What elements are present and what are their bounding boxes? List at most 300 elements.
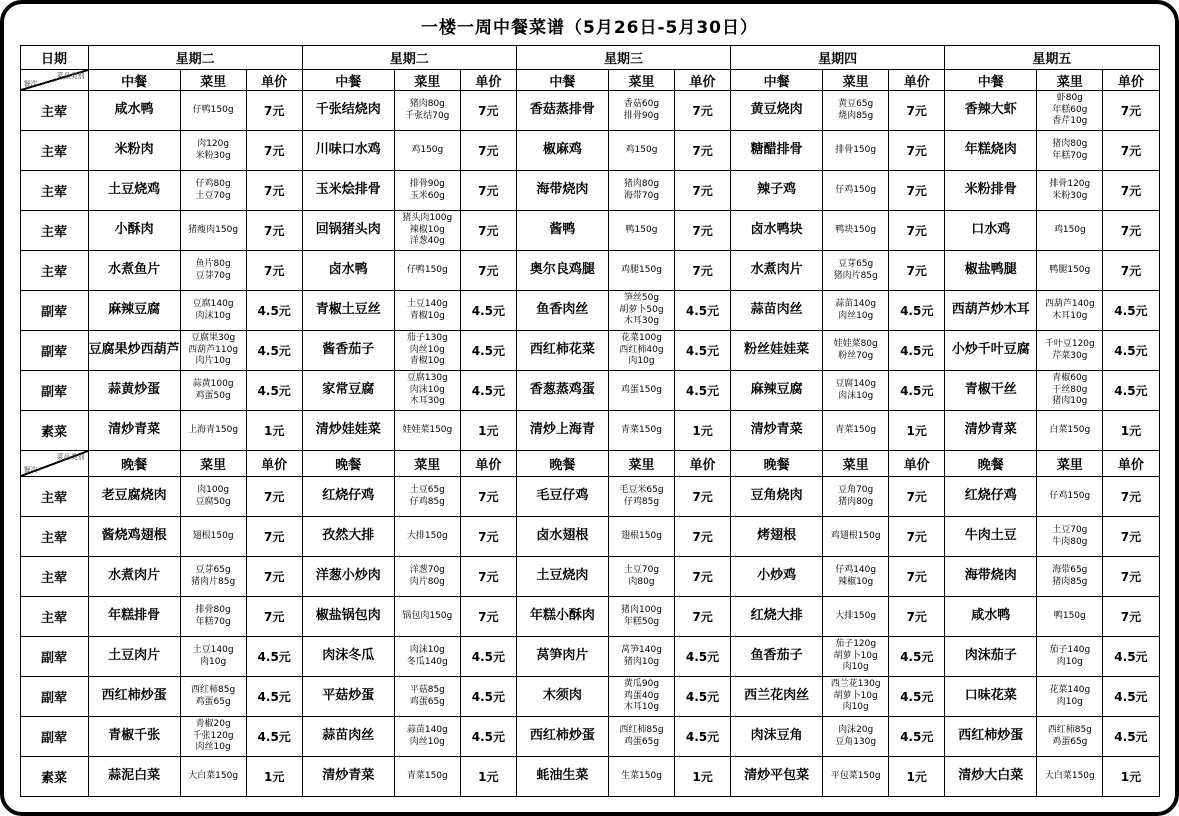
price-cell-day1: 7元 — [246, 91, 302, 131]
dish-name-cell-day4: 水煮肉片 — [731, 251, 823, 291]
price-cell-day5: 1元 — [1103, 411, 1159, 451]
portion-cell-day3: 鸡150g — [608, 131, 674, 171]
price-cell-day2: 4.5元 — [460, 291, 516, 331]
price-cell-day3: 4.5元 — [675, 677, 731, 717]
portion-cell-day5: 白菜150g — [1037, 411, 1103, 451]
portion-cell-day1: 鱼片80g 豆芽70g — [180, 251, 246, 291]
portion-cell-day1: 肉100g 豆腐50g — [180, 477, 246, 517]
dish-name-cell-day3: 土豆烧肉 — [516, 557, 608, 597]
portion-cell-day4: 仔鸡140g 辣椒10g — [823, 557, 889, 597]
portion-cell-day1: 西红柿85g 鸡蛋65g — [180, 677, 246, 717]
diagonal-divider — [21, 70, 88, 90]
dish-name-cell-day5: 海带烧肉 — [945, 557, 1037, 597]
price-cell-day1: 7元 — [246, 517, 302, 557]
portion-cell-day2: 土豆65g 仔鸡85g — [394, 477, 460, 517]
meal-label-cell-4: 中餐 — [731, 70, 823, 91]
price-cell-day5: 7元 — [1103, 517, 1159, 557]
dinner-row-6 — [20, 677, 1159, 717]
portion-cell-day3: 香菇60g 排骨90g — [608, 91, 674, 131]
dish-name-cell-day3: 蚝油生菜 — [516, 757, 608, 797]
dish-name-cell-day5: 椒盐鸭腿 — [945, 251, 1037, 291]
portion-cell-day1: 肉120g 米粉30g — [180, 131, 246, 171]
dish-name-cell-day1: 水煮鱼片 — [88, 251, 180, 291]
price-cell-day2: 7元 — [460, 171, 516, 211]
price-cell-day4: 7元 — [889, 477, 945, 517]
day-header-cell-3: 星期三 — [516, 46, 730, 70]
dish-col-label-cell-2: 菜里 — [394, 451, 460, 477]
dish-name-cell-day4: 蒜苗肉丝 — [731, 291, 823, 331]
portion-cell-day4: 蒜苗140g 肉丝10g — [823, 291, 889, 331]
dinner-row-5 — [20, 637, 1159, 677]
price-cell-day1: 7元 — [246, 251, 302, 291]
dish-name-cell-day2: 酱香茄子 — [302, 331, 394, 371]
price-cell-day1: 4.5元 — [246, 371, 302, 411]
dish-name-cell-day1: 青椒千张 — [88, 717, 180, 757]
dish-name-cell-day1: 清炒青菜 — [88, 411, 180, 451]
price-cell-day3: 7元 — [675, 477, 731, 517]
portion-cell-day1: 翅根150g — [180, 517, 246, 557]
menu-table — [20, 45, 1160, 797]
category-cell: 主荤 — [20, 477, 88, 517]
dish-name-cell-day4: 黄豆烧肉 — [731, 91, 823, 131]
dish-name-cell-day3: 毛豆仔鸡 — [516, 477, 608, 517]
portion-cell-day2: 豆腐130g 肉沫10g 木耳30g — [394, 371, 460, 411]
portion-cell-day3: 鸭150g — [608, 211, 674, 251]
price-cell-day4: 4.5元 — [889, 331, 945, 371]
dish-name-cell-day3: 莴笋肉片 — [516, 637, 608, 677]
price-cell-day1: 4.5元 — [246, 677, 302, 717]
price-cell-day3: 1元 — [675, 411, 731, 451]
portion-cell-day2: 洋葱70g 肉片80g — [394, 557, 460, 597]
dish-name-cell-day5: 西红柿炒蛋 — [945, 717, 1037, 757]
dish-name-cell-day2: 平菇炒蛋 — [302, 677, 394, 717]
dish-name-cell-day5: 牛肉土豆 — [945, 517, 1037, 557]
portion-cell-day5: 土豆70g 牛肉80g — [1037, 517, 1103, 557]
portion-cell-day1: 豆腐果30g 西葫芦110g 肉片10g — [180, 331, 246, 371]
dish-name-cell-day5: 小炒千叶豆腐 — [945, 331, 1037, 371]
portion-cell-day1: 猪瘦肉150g — [180, 211, 246, 251]
lunch-row-4 — [20, 211, 1159, 251]
portion-cell-day2: 肉沫10g 冬瓜140g — [394, 637, 460, 677]
price-cell-day5: 1元 — [1103, 757, 1159, 797]
portion-cell-day3: 毛豆米65g 仔鸡85g — [608, 477, 674, 517]
dish-name-cell-day4: 红烧大排 — [731, 597, 823, 637]
portion-cell-day3: 莴笋140g 猪肉10g — [608, 637, 674, 677]
portion-cell-day2: 鸡150g — [394, 131, 460, 171]
dish-name-cell-day4: 鱼香茄子 — [731, 637, 823, 677]
price-cell-day4: 7元 — [889, 211, 945, 251]
category-cell: 主荤 — [20, 91, 88, 131]
price-cell-day5: 4.5元 — [1103, 677, 1159, 717]
meal-label-cell-4: 晚餐 — [731, 451, 823, 477]
portion-cell-day4: 豆角70g 猪肉80g — [823, 477, 889, 517]
price-col-label-cell-2: 单价 — [460, 70, 516, 91]
dish-name-cell-day4: 肉沫豆角 — [731, 717, 823, 757]
dish-name-cell-day2: 椒盐锅包肉 — [302, 597, 394, 637]
portion-cell-day4: 西兰花130g 胡萝卜10g 肉10g — [823, 677, 889, 717]
portion-cell-day4: 平包菜150g — [823, 757, 889, 797]
portion-cell-day4: 鸡翅根150g — [823, 517, 889, 557]
meal-label-cell-2: 晚餐 — [302, 451, 394, 477]
category-cell: 副荤 — [20, 717, 88, 757]
diagonal-top-label: 菜品类别 — [56, 72, 85, 80]
portion-cell-day4: 黄豆65g 烧肉85g — [823, 91, 889, 131]
lunch-row-6 — [20, 291, 1159, 331]
dish-col-label-cell-1: 菜里 — [180, 70, 246, 91]
dish-name-cell-day5: 西葫芦炒木耳 — [945, 291, 1037, 331]
portion-cell-day4: 仔鸡150g — [823, 171, 889, 211]
portion-cell-day3: 土豆70g 肉80g — [608, 557, 674, 597]
dish-col-label-cell-4: 菜里 — [823, 70, 889, 91]
meal-label-cell-3: 晚餐 — [516, 451, 608, 477]
day-header-cell-2: 星期二 — [302, 46, 516, 70]
diagonal-divider — [21, 451, 88, 476]
price-cell-day5: 7元 — [1103, 477, 1159, 517]
price-cell-day4: 4.5元 — [889, 717, 945, 757]
day-header-cell-5: 星期五 — [945, 46, 1159, 70]
meal-label-cell-2: 中餐 — [302, 70, 394, 91]
portion-cell-day5: 千叶豆120g 芹菜30g — [1037, 331, 1103, 371]
dish-name-cell-day5: 青椒干丝 — [945, 371, 1037, 411]
dish-name-cell-day5: 口水鸡 — [945, 211, 1037, 251]
portion-cell-day2: 土豆140g 青椒10g — [394, 291, 460, 331]
price-cell-day5: 7元 — [1103, 251, 1159, 291]
diagonal-top-label: 菜品类别 — [56, 453, 85, 461]
price-cell-day5: 4.5元 — [1103, 371, 1159, 411]
price-cell-day1: 7元 — [246, 477, 302, 517]
dish-name-cell-day4: 豆角烧肉 — [731, 477, 823, 517]
day-header-cell-4: 星期四 — [731, 46, 945, 70]
price-cell-day5: 4.5元 — [1103, 291, 1159, 331]
portion-cell-day3: 生菜150g — [608, 757, 674, 797]
category-cell: 主荤 — [20, 597, 88, 637]
portion-cell-day5: 茄子140g 肉10g — [1037, 637, 1103, 677]
dish-name-cell-day2: 红烧仔鸡 — [302, 477, 394, 517]
dish-name-cell-day1: 老豆腐烧肉 — [88, 477, 180, 517]
price-cell-day3: 7元 — [675, 517, 731, 557]
diagonal-bottom-label: 餐次 — [23, 80, 38, 88]
dish-name-cell-day2: 青椒土豆丝 — [302, 291, 394, 331]
dish-name-cell-day3: 卤水翅根 — [516, 517, 608, 557]
price-cell-day5: 7元 — [1103, 171, 1159, 211]
portion-cell-day2: 娃娃菜150g — [394, 411, 460, 451]
price-cell-day4: 1元 — [889, 757, 945, 797]
dish-name-cell-day2: 回锅猪头肉 — [302, 211, 394, 251]
price-cell-day2: 4.5元 — [460, 637, 516, 677]
price-cell-day5: 7元 — [1103, 597, 1159, 637]
category-cell: 主荤 — [20, 171, 88, 211]
meal-label-cell-3: 中餐 — [516, 70, 608, 91]
dish-name-cell-day1: 麻辣豆腐 — [88, 291, 180, 331]
portion-cell-day1: 仔鸡80g 土豆70g — [180, 171, 246, 211]
dish-name-cell-day2: 清炒娃娃菜 — [302, 411, 394, 451]
portion-cell-day3: 花菜100g 西红柿40g 肉10g — [608, 331, 674, 371]
menu-table-body — [20, 46, 1159, 797]
price-cell-day1: 7元 — [246, 171, 302, 211]
dish-name-cell-day4: 小炒鸡 — [731, 557, 823, 597]
lunch-row-7 — [20, 331, 1159, 371]
dish-name-cell-day5: 香辣大虾 — [945, 91, 1037, 131]
lunch-row-2 — [20, 131, 1159, 171]
portion-cell-day3: 笋丝50g 胡萝卜50g 木耳30g — [608, 291, 674, 331]
lunch-row-8 — [20, 371, 1159, 411]
meal-label-cell-1: 中餐 — [88, 70, 180, 91]
portion-cell-day3: 鸡腿150g — [608, 251, 674, 291]
portion-cell-day1: 仔鸭150g — [180, 91, 246, 131]
price-cell-day2: 7元 — [460, 211, 516, 251]
price-cell-day3: 7元 — [675, 211, 731, 251]
price-cell-day3: 4.5元 — [675, 637, 731, 677]
dish-name-cell-day1: 豆腐果炒西葫芦 — [88, 331, 180, 371]
price-col-label-cell-5: 单价 — [1103, 70, 1159, 91]
portion-cell-day5: 猪肉80g 年糕70g — [1037, 131, 1103, 171]
portion-cell-day5: 虾80g 年糕60g 香芹10g — [1037, 91, 1103, 131]
price-cell-day1: 4.5元 — [246, 331, 302, 371]
portion-cell-day2: 大排150g — [394, 517, 460, 557]
price-col-label-cell-2: 单价 — [460, 451, 516, 477]
dish-name-cell-day5: 年糕烧肉 — [945, 131, 1037, 171]
portion-cell-day5: 花菜140g 肉10g — [1037, 677, 1103, 717]
dish-name-cell-day2: 肉沫冬瓜 — [302, 637, 394, 677]
dish-name-cell-day1: 西红柿炒蛋 — [88, 677, 180, 717]
price-cell-day2: 4.5元 — [460, 717, 516, 757]
price-cell-day2: 4.5元 — [460, 371, 516, 411]
dish-name-cell-day1: 土豆肉片 — [88, 637, 180, 677]
portion-cell-day5: 鸭腿150g — [1037, 251, 1103, 291]
dish-name-cell-day1: 小酥肉 — [88, 211, 180, 251]
dish-name-cell-day2: 玉米烩排骨 — [302, 171, 394, 211]
price-cell-day2: 1元 — [460, 411, 516, 451]
price-cell-day5: 7元 — [1103, 91, 1159, 131]
portion-cell-day1: 排骨80g 年糕70g — [180, 597, 246, 637]
dish-col-label-cell-4: 菜里 — [823, 451, 889, 477]
dish-name-cell-day5: 红烧仔鸡 — [945, 477, 1037, 517]
portion-cell-day4: 豆腐140g 肉沫10g — [823, 371, 889, 411]
portion-cell-day2: 排骨90g 玉米60g — [394, 171, 460, 211]
price-cell-day1: 7元 — [246, 557, 302, 597]
portion-cell-day5: 青椒60g 干丝80g 猪肉10g — [1037, 371, 1103, 411]
dish-name-cell-day2: 川味口水鸡 — [302, 131, 394, 171]
dish-name-cell-day3: 香葱蒸鸡蛋 — [516, 371, 608, 411]
portion-cell-day5: 西红柿85g 鸡蛋65g — [1037, 717, 1103, 757]
portion-cell-day3: 猪肉80g 海带70g — [608, 171, 674, 211]
price-cell-day4: 7元 — [889, 597, 945, 637]
dish-name-cell-day3: 酱鸭 — [516, 211, 608, 251]
lunch-row-3 — [20, 171, 1159, 211]
portion-cell-day4: 鸭块150g — [823, 211, 889, 251]
price-cell-day3: 4.5元 — [675, 371, 731, 411]
dish-name-cell-day1: 蒜黄炒蛋 — [88, 371, 180, 411]
dish-name-cell-day2: 蒜苗肉丝 — [302, 717, 394, 757]
price-cell-day4: 4.5元 — [889, 371, 945, 411]
portion-cell-day4: 肉沫20g 豆角130g — [823, 717, 889, 757]
category-cell: 主荤 — [20, 517, 88, 557]
price-cell-day2: 4.5元 — [460, 677, 516, 717]
price-cell-day3: 7元 — [675, 251, 731, 291]
portion-cell-day1: 豆腐140g 肉沫10g — [180, 291, 246, 331]
price-cell-day3: 4.5元 — [675, 331, 731, 371]
portion-cell-day1: 上海青150g — [180, 411, 246, 451]
price-cell-day2: 7元 — [460, 251, 516, 291]
price-cell-day2: 7元 — [460, 517, 516, 557]
dish-name-cell-day3: 香菇蒸排骨 — [516, 91, 608, 131]
dish-col-label-cell-1: 菜里 — [180, 451, 246, 477]
category-cell: 副荤 — [20, 371, 88, 411]
dish-name-cell-day4: 烤翅根 — [731, 517, 823, 557]
portion-cell-day4: 豆芽65g 猪肉片85g — [823, 251, 889, 291]
category-cell: 副荤 — [20, 677, 88, 717]
portion-cell-day4: 娃娃菜80g 粉丝70g — [823, 331, 889, 371]
category-cell: 主荤 — [20, 211, 88, 251]
price-cell-day5: 7元 — [1103, 131, 1159, 171]
dish-name-cell-day4: 粉丝娃娃菜 — [731, 331, 823, 371]
portion-cell-day3: 鸡蛋150g — [608, 371, 674, 411]
price-cell-day4: 1元 — [889, 411, 945, 451]
category-cell: 素菜 — [20, 757, 88, 797]
dish-name-cell-day1: 咸水鸭 — [88, 91, 180, 131]
dish-name-cell-day3: 奥尔良鸡腿 — [516, 251, 608, 291]
price-cell-day4: 7元 — [889, 131, 945, 171]
dish-col-label-cell-3: 菜里 — [608, 451, 674, 477]
price-cell-day2: 7元 — [460, 597, 516, 637]
category-cell: 副荤 — [20, 291, 88, 331]
price-cell-day1: 7元 — [246, 211, 302, 251]
portion-cell-day3: 翅根150g — [608, 517, 674, 557]
portion-cell-day3: 西红柿85g 鸡蛋65g — [608, 717, 674, 757]
portion-cell-day3: 黄瓜90g 鸡蛋40g 木耳10g — [608, 677, 674, 717]
diagonal-header-cell — [20, 451, 88, 477]
dish-name-cell-day5: 咸水鸭 — [945, 597, 1037, 637]
dish-name-cell-day5: 口味花菜 — [945, 677, 1037, 717]
category-cell: 副荤 — [20, 637, 88, 677]
diagonal-bottom-label: 餐次 — [23, 466, 38, 474]
price-cell-day2: 7元 — [460, 131, 516, 171]
dish-name-cell-day1: 蒜泥白菜 — [88, 757, 180, 797]
price-cell-day3: 7元 — [675, 171, 731, 211]
portion-cell-day1: 土豆140g 肉10g — [180, 637, 246, 677]
price-cell-day5: 7元 — [1103, 211, 1159, 251]
price-cell-day1: 4.5元 — [246, 637, 302, 677]
portion-cell-day4: 青菜150g — [823, 411, 889, 451]
day-header-cell-1: 星期二 — [88, 46, 302, 70]
portion-cell-day2: 仔鸭150g — [394, 251, 460, 291]
price-cell-day4: 7元 — [889, 251, 945, 291]
meal-label-cell-5: 中餐 — [945, 70, 1037, 91]
portion-cell-day2: 蒜苗140g 肉丝10g — [394, 717, 460, 757]
portion-cell-day1: 大白菜150g — [180, 757, 246, 797]
portion-cell-day1: 青椒20g 千张120g 肉丝10g — [180, 717, 246, 757]
portion-cell-day2: 锅包肉150g — [394, 597, 460, 637]
price-cell-day1: 7元 — [246, 597, 302, 637]
dish-col-label-cell-3: 菜里 — [608, 70, 674, 91]
portion-cell-day4: 大排150g — [823, 597, 889, 637]
lunch-subheader-row — [20, 70, 1159, 91]
dish-name-cell-day1: 米粉肉 — [88, 131, 180, 171]
portion-cell-day5: 鸡150g — [1037, 211, 1103, 251]
dish-name-cell-day1: 土豆烧鸡 — [88, 171, 180, 211]
dinner-row-7 — [20, 717, 1159, 757]
page-title: 一楼一周中餐菜谱（5月26日-5月30日） — [420, 18, 759, 38]
dish-name-cell-day4: 卤水鸭块 — [731, 211, 823, 251]
category-cell: 副荤 — [20, 331, 88, 371]
price-cell-day1: 7元 — [246, 131, 302, 171]
price-cell-day2: 7元 — [460, 91, 516, 131]
meal-label-cell-1: 晚餐 — [88, 451, 180, 477]
day-header-row — [20, 46, 1159, 70]
price-cell-day4: 7元 — [889, 517, 945, 557]
price-cell-day3: 4.5元 — [675, 717, 731, 757]
price-col-label-cell-1: 单价 — [246, 451, 302, 477]
dish-name-cell-day3: 木须肉 — [516, 677, 608, 717]
lunch-row-5 — [20, 251, 1159, 291]
price-cell-day3: 7元 — [675, 131, 731, 171]
price-col-label-cell-5: 单价 — [1103, 451, 1159, 477]
dish-name-cell-day4: 辣子鸡 — [731, 171, 823, 211]
lunch-row-1 — [20, 91, 1159, 131]
dish-name-cell-day2: 孜然大排 — [302, 517, 394, 557]
dish-name-cell-day3: 椒麻鸡 — [516, 131, 608, 171]
price-col-label-cell-3: 单价 — [675, 451, 731, 477]
dish-name-cell-day3: 鱼香肉丝 — [516, 291, 608, 331]
price-cell-day5: 4.5元 — [1103, 331, 1159, 371]
portion-cell-day2: 青菜150g — [394, 757, 460, 797]
dish-col-label-cell-5: 菜里 — [1037, 451, 1103, 477]
portion-cell-day4: 排骨150g — [823, 131, 889, 171]
category-cell: 主荤 — [20, 557, 88, 597]
lunch-row-9 — [20, 411, 1159, 451]
portion-cell-day5: 海带65g 猪肉85g — [1037, 557, 1103, 597]
dish-name-cell-day5: 米粉排骨 — [945, 171, 1037, 211]
portion-cell-day3: 猪肉100g 年糕50g — [608, 597, 674, 637]
price-cell-day1: 1元 — [246, 411, 302, 451]
price-cell-day3: 7元 — [675, 557, 731, 597]
portion-cell-day5: 鸭150g — [1037, 597, 1103, 637]
diagonal-header-cell — [20, 70, 88, 91]
price-cell-day1: 4.5元 — [246, 717, 302, 757]
portion-cell-day1: 蒜黄100g 鸡蛋50g — [180, 371, 246, 411]
portion-cell-day4: 茄子120g 胡萝卜10g 肉10g — [823, 637, 889, 677]
dish-name-cell-day5: 清炒大白菜 — [945, 757, 1037, 797]
price-cell-day3: 7元 — [675, 91, 731, 131]
portion-cell-day2: 茄子130g 肉丝10g 青椒10g — [394, 331, 460, 371]
dish-name-cell-day3: 年糕小酥肉 — [516, 597, 608, 637]
portion-cell-day3: 青菜150g — [608, 411, 674, 451]
dish-name-cell-day5: 肉沫茄子 — [945, 637, 1037, 677]
dinner-row-2 — [20, 517, 1159, 557]
price-cell-day3: 1元 — [675, 757, 731, 797]
dish-name-cell-day4: 麻辣豆腐 — [731, 371, 823, 411]
dish-name-cell-day1: 水煮肉片 — [88, 557, 180, 597]
dish-name-cell-day1: 酱烧鸡翅根 — [88, 517, 180, 557]
dinner-row-8 — [20, 757, 1159, 797]
price-col-label-cell-4: 单价 — [889, 70, 945, 91]
price-cell-day5: 4.5元 — [1103, 637, 1159, 677]
price-cell-day5: 4.5元 — [1103, 717, 1159, 757]
portion-cell-day2: 平菇85g 鸡蛋65g — [394, 677, 460, 717]
price-cell-day2: 7元 — [460, 477, 516, 517]
dinner-row-3 — [20, 557, 1159, 597]
dish-name-cell-day3: 清炒上海青 — [516, 411, 608, 451]
price-cell-day4: 4.5元 — [889, 291, 945, 331]
dish-name-cell-day3: 西红柿花菜 — [516, 331, 608, 371]
dinner-row-4 — [20, 597, 1159, 637]
portion-cell-day5: 仔鸡150g — [1037, 477, 1103, 517]
category-cell: 主荤 — [20, 131, 88, 171]
dish-name-cell-day3: 西红柿炒蛋 — [516, 717, 608, 757]
price-cell-day1: 4.5元 — [246, 291, 302, 331]
portion-cell-day2: 猪头肉100g 辣椒10g 洋葱40g — [394, 211, 460, 251]
dish-name-cell-day5: 清炒青菜 — [945, 411, 1037, 451]
